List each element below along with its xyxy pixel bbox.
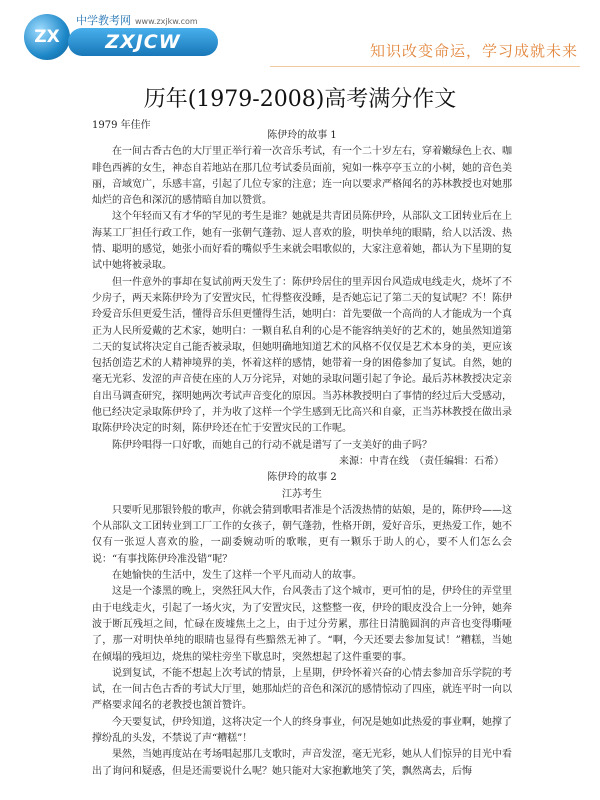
story1-paragraph: 这个年轻而又有才华的罕见的考生是谁？她就是共青团员陈伊玲，从部队文工团转业后在上海某工厂担任行政工作，她有一张朝气蓬勃、逗人喜欢的脸，明快单纯的眼睛，给人以活泼、热情、聪明的感觉，她张小而好看的嘴似乎生来就会唱歌似的，大家注意着她，都认为下星期的复试中她将被录取。 <box>92 211 512 272</box>
story2-paragraph: 果然，当她再度站在考场唱起那几支歌时，声音发涩，毫无光彩，她从人们惊异的目光中看出了询问和疑惑，但是还需要说什么呢？她只能对大家抱歉地笑了笑，飘然离去，后悔 <box>92 749 512 777</box>
site-logo[interactable] <box>24 10 254 64</box>
site-slogan: 知识改变命运，学习成就未来 <box>369 42 578 60</box>
page-title: 历年(1979-2008)高考满分作文 <box>143 87 457 112</box>
story2-paragraph: 这是一个漆黑的晚上，突然狂风大作，台风袭击了这个城市，更可怕的是，伊玲住的弄堂里由于电线走火，引起了一场火灾，为了安置灾民，这整整一夜，伊玲的眼皮没合上一分钟，她奔波于断瓦残垣之间，忙碌在废墟焦土之上，由于过分劳累，那往日清脆圆润的声音也变得嘶哑了，那一对明快单纯的眼睛也显得有些黯然无神了。“啊，今天还要去参加复试！”糟糕，当她在倾塌的残垣边，烧焦的梁柱旁坐下歇息时，突然想起了这件重要的事。 <box>92 586 512 663</box>
story2-author: 江苏考生 <box>282 488 322 500</box>
logo-wordmark: ZXJCW <box>68 28 218 56</box>
story1-paragraph: 陈伊玲唱得一口好歌，而她自己的行动不就是谱写了一支美好的曲子吗？ <box>112 439 432 451</box>
year-label: 1979 年佳作 <box>92 120 151 131</box>
article-body <box>92 128 512 780</box>
site-name <box>76 12 198 28</box>
site-name-text: 中学教考网 <box>76 14 131 27</box>
story2-paragraph: 在她愉快的生活中，发生了这样一个平凡而动人的故事。 <box>112 570 362 582</box>
page-header <box>0 0 600 70</box>
story1-paragraph: 但一件意外的事却在复试前两天发生了：陈伊玲居住的里弄因台风造成电线走火，烧坏了不少房子，两天来陈伊玲为了安置灾民，忙得整夜没睡，是否她忘记了第二天的复试呢？不！陈伊玲爱音乐但更爱生活，懂得音乐但更懂得生活，她明白：首先要做一个高尚的人才能成为一个真正为人民所爱戴的艺术家，她明白：一颗自私自利的心是不能容纳美好的艺术的，她虽然知道第二天的复试将决定自己能否被录取，但她明确地知道艺术的风格不仅仅是艺术本身的美，更应该包括创造艺术的人精神境界的美，怀着这样的感情，她带着一身的困倦参加了复试。自然，她的毫无光彩、发涩的声音使在座的人万分诧异，对她的录取问题引起了争论。最后苏林教授决定亲自出马调查研究，探明她两次考试声音变化的原因。当苏林教授明白了事情的经过后大受感动，他已经决定录取陈伊玲了，并为收了这样一个学生感到无比高兴和自豪，正当苏林教授在做出录取陈伊玲决定的时刻，陈伊玲还在忙于安置灾民的工作呢。 <box>92 276 512 435</box>
story2-heading: 陈伊玲的故事 2 <box>267 472 337 484</box>
story1-heading: 陈伊玲的故事 1 <box>267 130 337 141</box>
header-divider <box>270 66 580 67</box>
story1-source: 来源：中青在线 （责任编辑：石希） <box>339 455 504 467</box>
story2-paragraph: 说到复试，不能不想起上次考试的情景，上星期，伊玲怀着兴奋的心情去参加音乐学院的考试，在一间古色古香的考试大厅里，她那灿烂的音色和深沉的感情惊动了四座，就连平时一向以严格要求闻名的老教授也颔首赞许。 <box>92 667 512 712</box>
story2-paragraph: 只要听见那银铃般的歌声，你就会猜到歌唱者准是个活泼热情的姑娘，是的，陈伊玲——这个从部队文工团转业到工厂工作的女孩子，朝气蓬勃，性格开朗，爱好音乐，更热爱工作，她不仅有一张逗人喜欢的脸，一副委婉动听的歌喉，更有一颗乐于助人的心，要不人们怎么会说：“有事找陈伊玲准没错”呢？ <box>92 504 512 565</box>
story2-paragraph: 今天要复试，伊玲知道，这将决定一个人的终身事业，何况是她如此热爱的事业啊，她撑了撑纷乱的头发，不禁说了声“糟糕”！ <box>92 716 512 744</box>
story1-paragraph: 在一间古香古色的大厅里正举行着一次音乐考试，有一个二十岁左右，穿着嫩绿色上衣、咖啡色西裤的女生，神态自若地站在那几位考试委员面前，宛如一株亭亭玉立的小树，她的音色美丽，音域宽广，乐感丰富，引起了几位专家的注意；连一向以要求严格闻名的苏林教授也对她那灿烂的音色和深沉的感情暗自加以赞赏。 <box>92 146 512 207</box>
logo-emblem: ZX <box>24 14 70 60</box>
page-bottom-fade <box>0 786 600 800</box>
site-url: www.zxjkw.com <box>135 17 198 26</box>
